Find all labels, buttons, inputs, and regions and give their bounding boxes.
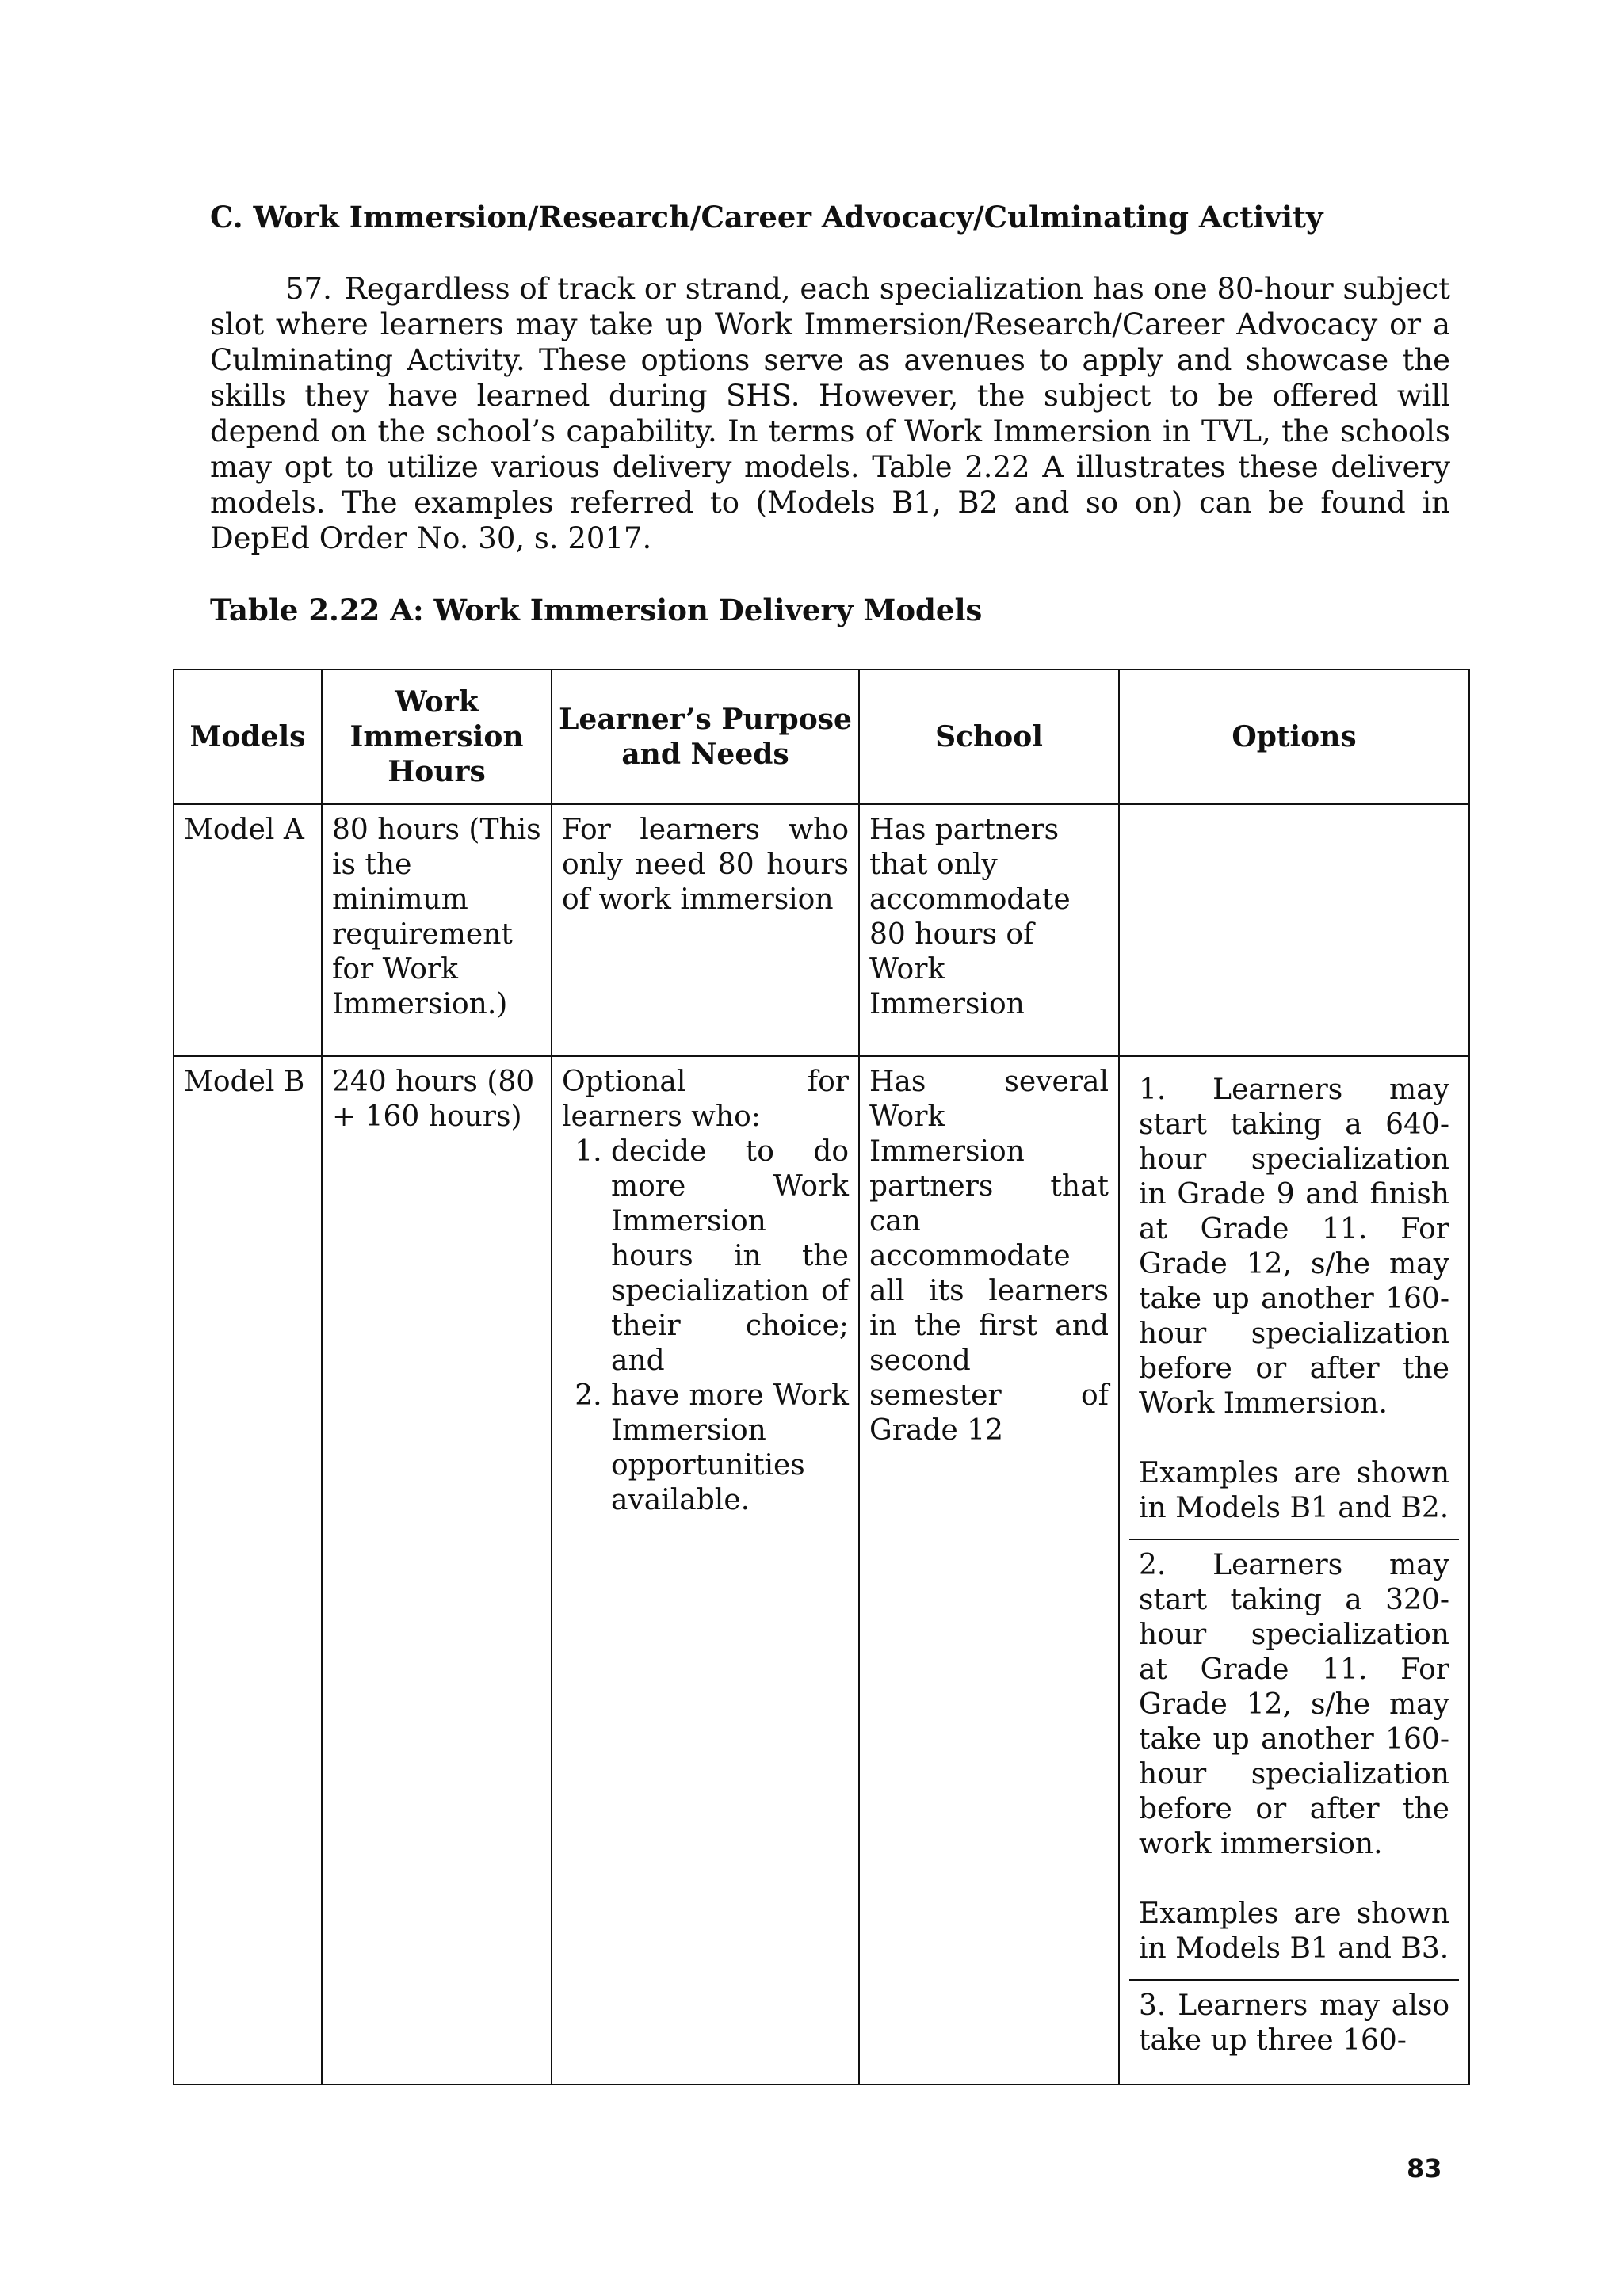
cell-options bbox=[1119, 804, 1469, 1056]
paragraph-text: Regardless of track or strand, each specialization has one 80-hour subject slot where learners may take up Work Immersion/Research/Career Advocacy or a Culminating Activity. These options serve as avenues to apply and showcase the skills they have learned during SHS. However, the subject to be offered will depend on the school’s capability. In terms of Work Immersion in TVL, the schools may opt to utilize various delivery models. Table 2.22 A illustrates these delivery models. The examples referred to (Models B1, B2 and so on) can be found in DepEd Order No. 30, s. 2017. bbox=[210, 272, 1450, 555]
purpose-item: 1. decide to do more Work Immersion hours in the specialization of their choice; and bbox=[611, 1135, 849, 1379]
paragraph-indent bbox=[210, 272, 285, 306]
purpose-item: 2. have more Work Immersion opportunities available. bbox=[611, 1379, 849, 1518]
option-2 bbox=[1129, 1539, 1459, 1979]
table-header-row bbox=[174, 669, 1469, 804]
option-text: 3. Learners may also take up three 160- bbox=[1139, 1989, 1449, 2057]
paragraph-number: 57. bbox=[285, 272, 332, 306]
delivery-models-table bbox=[173, 669, 1470, 2085]
header-school: School bbox=[859, 669, 1119, 804]
option-3 bbox=[1129, 1979, 1459, 2076]
header-models: Models bbox=[174, 669, 322, 804]
header-hours: Work Immersion Hours bbox=[322, 669, 552, 804]
cell-school: Has several Work Immersion partners that can accommodate all its learners in the first and second semester of Grade 12 bbox=[859, 1056, 1119, 2084]
header-purpose: Learner’s Purpose and Needs bbox=[552, 669, 859, 804]
option-text: 1. Learners may start taking a 640-hour specialization in Grade 9 and finish at Grade 11. For Grade 12, s/he may take up another 160-hour specialization before or after the Work Immersion. bbox=[1139, 1074, 1449, 1420]
cell-hours: 240 hours (80 + 160 hours) bbox=[322, 1056, 552, 2084]
option-1 bbox=[1129, 1065, 1459, 1539]
table-row bbox=[174, 1056, 1469, 2084]
cell-model: Model A bbox=[174, 804, 322, 1056]
cell-school: Has partners that only accommodate 80 hours of Work Immersion bbox=[859, 804, 1119, 1056]
cell-model: Model B bbox=[174, 1056, 322, 2084]
purpose-list bbox=[562, 1135, 849, 1518]
purpose-intro: Optional for learners who: bbox=[562, 1066, 849, 1133]
option-example: Examples are shown in Models B1 and B2. bbox=[1139, 1457, 1449, 1524]
cell-hours: 80 hours (This is the minimum requirement for Work Immersion.) bbox=[322, 804, 552, 1056]
option-text: 2. Learners may start taking a 320-hour specialization at Grade 11. For Grade 12, s/he may take up another 160-hour specialization before or after the work immersion. bbox=[1139, 1549, 1449, 1860]
cell-purpose bbox=[552, 1056, 859, 2084]
option-example: Examples are shown in Models B1 and B3. bbox=[1139, 1897, 1449, 1965]
body-paragraph bbox=[210, 271, 1450, 556]
table-row bbox=[174, 804, 1469, 1056]
table-caption: Table 2.22 A: Work Immersion Delivery Models bbox=[210, 593, 983, 627]
header-options: Options bbox=[1119, 669, 1469, 804]
section-heading: C. Work Immersion/Research/Career Advocacy/Culminating Activity bbox=[210, 200, 1323, 235]
page-number: 83 bbox=[1407, 2153, 1442, 2183]
cell-purpose: For learners who only need 80 hours of work immersion bbox=[552, 804, 859, 1056]
cell-options bbox=[1119, 1056, 1469, 2084]
